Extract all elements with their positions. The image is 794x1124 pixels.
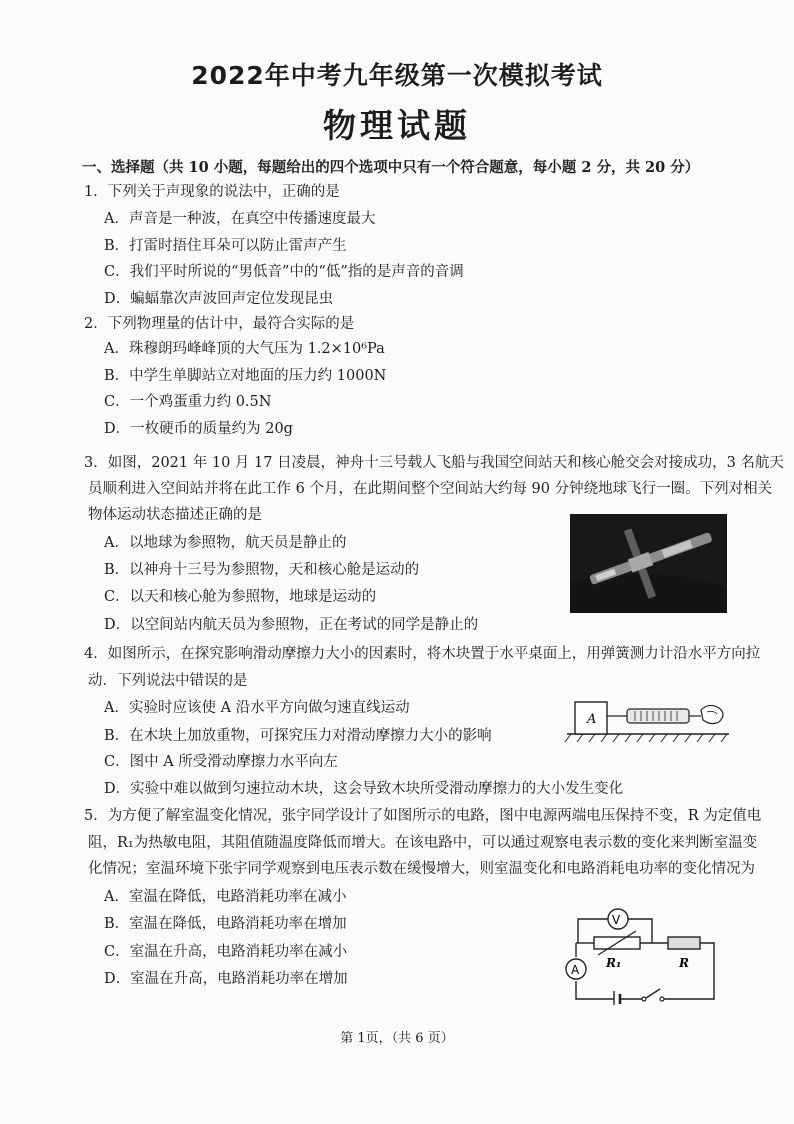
question-5-stem-line-1: 5．为方便了解室温变化情况，张宇同学设计了如图所示的电路，图中电源两端电压保持不变，R 为定值电 <box>84 808 762 824</box>
question-3-option-d: D．以空间站内航天员为参照物，正在考试的同学是静止的 <box>104 617 479 633</box>
spring-scale <box>627 709 689 723</box>
exam-subtitle: 物理试题 <box>323 106 471 145</box>
question-3-option-a: A．以地球为参照物，航天员是静止的 <box>104 535 347 551</box>
question-5-stem-line-2: 阻，R₁为热敏电阻，其阻值随温度降低而增大。在该电路中，可以通过观察电表示数的变化来判断室温变 <box>88 835 758 851</box>
page-footer: 第 1页，（共 6 页） <box>340 1031 454 1046</box>
question-4-option-d: D．实验中难以做到匀速拉动木块，这会导致木块所受滑动摩擦力的大小发生变化 <box>104 781 624 797</box>
r1-label: R₁ <box>606 956 622 970</box>
question-5-option-c: C．室温在升高，电路消耗功率在减小 <box>104 944 348 960</box>
question-5-stem-line-3: 化情况；室温环境下张宇同学观察到电压表示数在缓慢增大，则室温变化和电路消耗电功率的变化情况为 <box>88 861 755 877</box>
question-3-stem-line-2: 员顺利进入空间站并将在此工作 6 个月，在此期间整个空间站大约每 90 分钟绕地球飞行一圈。下列对相关 <box>88 481 773 497</box>
question-1-option-d: D．蝙蝠靠次声波回声定位发现昆虫 <box>104 291 334 307</box>
section-heading: 一、选择题（共 10 小题，每题给出的四个选项中只有一个符合题意，每小题 2 分，共 20 分） <box>82 159 700 176</box>
question-2-stem: 2．下列物理量的估计中，最符合实际的是 <box>84 316 355 332</box>
question-1-option-a: A．声音是一种波，在真空中传播速度最大 <box>104 211 376 227</box>
voltmeter-label: V <box>612 913 621 927</box>
question-3-option-b: B．以神舟十三号为参照物，天和核心舱是运动的 <box>104 562 420 578</box>
question-1-option-b: B．打雷时捂住耳朵可以防止雷声产生 <box>104 238 347 254</box>
question-2-option-b: B．中学生单脚站立对地面的压力约 1000N <box>104 368 387 384</box>
question-1-stem: 1．下列关于声现象的说法中，正确的是 <box>84 184 340 200</box>
question-2-option-a: A．珠穆朗玛峰峰顶的大气压为 1.2×10⁶Pa <box>104 341 385 357</box>
question-4-option-c: C．图中 A 所受滑动摩擦力水平向左 <box>104 754 338 770</box>
question-4-option-b: B．在木块上加放重物，可探究压力对滑动摩擦力大小的影响 <box>104 728 492 744</box>
friction-experiment-figure <box>563 690 733 752</box>
question-3-stem-line-3: 物体运动状态描述正确的是 <box>88 507 262 523</box>
resistor-r <box>668 937 700 949</box>
block-label: A <box>587 712 597 727</box>
question-4-option-a: A．实验时应该使 A 沿水平方向做匀速直线运动 <box>104 700 410 716</box>
r-label: R <box>679 956 689 970</box>
ammeter-label: A <box>571 963 580 977</box>
question-4-stem-line-1: 4．如图所示，在探究影响滑动摩擦力大小的因素时，将木块置于水平桌面上，用弹簧测力计沿水平方向拉 <box>84 646 761 662</box>
circuit-diagram <box>560 893 720 1005</box>
question-3-option-c: C．以天和核心舱为参照物，地球是运动的 <box>104 589 377 605</box>
question-5-option-b: B．室温在降低，电路消耗功率在增加 <box>104 916 347 932</box>
question-5-option-a: A．室温在降低，电路消耗功率在减小 <box>104 889 347 905</box>
question-5-option-d: D．室温在升高，电路消耗功率在增加 <box>104 971 348 987</box>
exam-title: 2022年中考九年级第一次模拟考试 <box>191 61 603 90</box>
question-1-option-c: C．我们平时所说的“男低音”中的“低”指的是声音的音调 <box>104 264 464 280</box>
space-station-photo <box>570 514 727 613</box>
question-3-stem-line-1: 3．如图，2021 年 10 月 17 日凌晨，神舟十三号载人飞船与我国空间站天和核心舱交会对接成功，3 名航天 <box>84 455 784 471</box>
switch-icon <box>642 997 646 1001</box>
hand-icon <box>701 705 723 723</box>
question-4-stem-line-2: 动．下列说法中错误的是 <box>88 673 248 689</box>
question-2-option-c: C．一个鸡蛋重力约 0.5N <box>104 394 272 410</box>
question-2-option-d: D．一枚硬币的质量约为 20g <box>104 421 293 437</box>
